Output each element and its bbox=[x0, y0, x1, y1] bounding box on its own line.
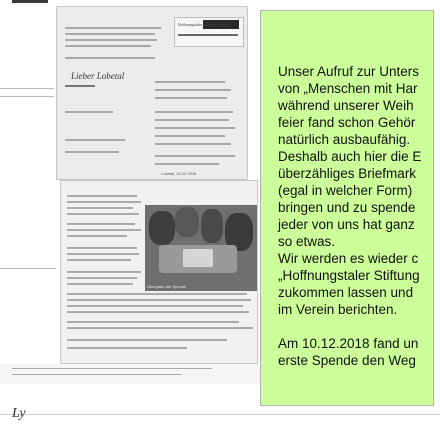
donation-photo bbox=[145, 205, 257, 291]
text-line bbox=[67, 305, 243, 307]
note-line: Wir werden es wieder c bbox=[278, 251, 419, 266]
text-line bbox=[67, 229, 141, 231]
text-line bbox=[67, 283, 133, 285]
text-line bbox=[67, 347, 187, 349]
text-line bbox=[155, 119, 229, 121]
note-line: Deshalb auch hier die E bbox=[278, 149, 422, 164]
text-line bbox=[65, 27, 161, 29]
text-line bbox=[12, 368, 212, 369]
text-line bbox=[67, 223, 135, 225]
text-line bbox=[155, 163, 219, 165]
divider-line bbox=[0, 268, 56, 269]
photo-figure bbox=[201, 209, 223, 243]
signature: Ly bbox=[12, 406, 26, 421]
text-line bbox=[155, 155, 235, 157]
divider-line bbox=[0, 96, 54, 97]
note-line: Unser Aufruf zur Unters bbox=[278, 64, 420, 79]
photo-figure bbox=[149, 211, 175, 245]
text-line bbox=[65, 39, 157, 41]
note-line: jeder von uns hat ganz bbox=[278, 217, 415, 232]
text-line bbox=[67, 247, 137, 249]
text-line bbox=[65, 33, 155, 35]
note-line: von „Menschen mit Har bbox=[278, 81, 418, 96]
greeting: Lieber Lobetal bbox=[71, 71, 125, 81]
note-line: (egal in welcher Form) bbox=[278, 183, 413, 198]
text-line bbox=[65, 85, 95, 87]
text-line bbox=[67, 235, 127, 237]
photo-figure bbox=[175, 207, 199, 237]
text-line bbox=[67, 327, 253, 329]
text-line bbox=[155, 135, 225, 137]
text-line bbox=[65, 45, 151, 47]
text-line bbox=[65, 111, 113, 113]
text-line bbox=[155, 81, 225, 83]
logo-underline bbox=[178, 34, 238, 36]
text-line bbox=[67, 277, 137, 279]
logo-text: Hoffnungstaler Stiftung Lobetal bbox=[178, 22, 230, 27]
text-line bbox=[67, 213, 139, 215]
note-line: während unserer Weih bbox=[278, 98, 414, 113]
note-line: „Hoffnungstaler Stiftung bbox=[278, 268, 420, 283]
bottom-rule bbox=[0, 414, 440, 415]
note-line: zukommen lassen und bbox=[278, 285, 414, 300]
text-line bbox=[65, 57, 155, 59]
text-line bbox=[67, 271, 141, 273]
note-line: Am 10.12.2018 fand un bbox=[278, 336, 419, 351]
photo-card bbox=[60, 180, 258, 364]
text-line bbox=[67, 201, 141, 203]
text-line bbox=[155, 97, 227, 99]
text-line bbox=[67, 311, 249, 313]
letter-scan bbox=[56, 6, 248, 180]
note-panel bbox=[260, 10, 434, 406]
note-line: im Verein berichten. bbox=[278, 302, 398, 317]
text-line bbox=[67, 259, 131, 261]
note-line: überzähliges Briefmark bbox=[278, 166, 417, 181]
note-text bbox=[278, 63, 434, 369]
text-line bbox=[67, 195, 137, 197]
text-line bbox=[155, 89, 231, 91]
letter-logo bbox=[174, 17, 244, 47]
note-gap bbox=[278, 318, 434, 335]
text-line bbox=[67, 253, 139, 255]
text-line bbox=[155, 127, 235, 129]
text-line bbox=[12, 374, 182, 375]
note-line: feier fand schon Gehör bbox=[278, 115, 416, 130]
text-line bbox=[155, 111, 233, 113]
note-line: erste Spende den Weg bbox=[278, 353, 416, 368]
text-line bbox=[155, 143, 231, 145]
text-line bbox=[65, 151, 119, 153]
note-line: bringen und zu spende bbox=[278, 200, 416, 215]
text-line bbox=[67, 321, 239, 323]
text-line bbox=[67, 339, 227, 341]
note-line: natürlich ausbaufähig. bbox=[278, 132, 411, 147]
note-line: so etwas. bbox=[278, 234, 336, 249]
text-line bbox=[67, 293, 247, 295]
text-line bbox=[67, 207, 133, 209]
stamp-mark bbox=[12, 0, 48, 3]
text-line bbox=[65, 139, 125, 141]
scan-strip bbox=[0, 364, 260, 384]
photo-caption: Übergabe der Spende bbox=[147, 284, 187, 289]
divider-line bbox=[0, 88, 54, 89]
photo-object bbox=[183, 249, 213, 267]
letter-date: Lobetal, 20.12.2018 bbox=[161, 171, 197, 176]
text-line bbox=[67, 299, 251, 301]
